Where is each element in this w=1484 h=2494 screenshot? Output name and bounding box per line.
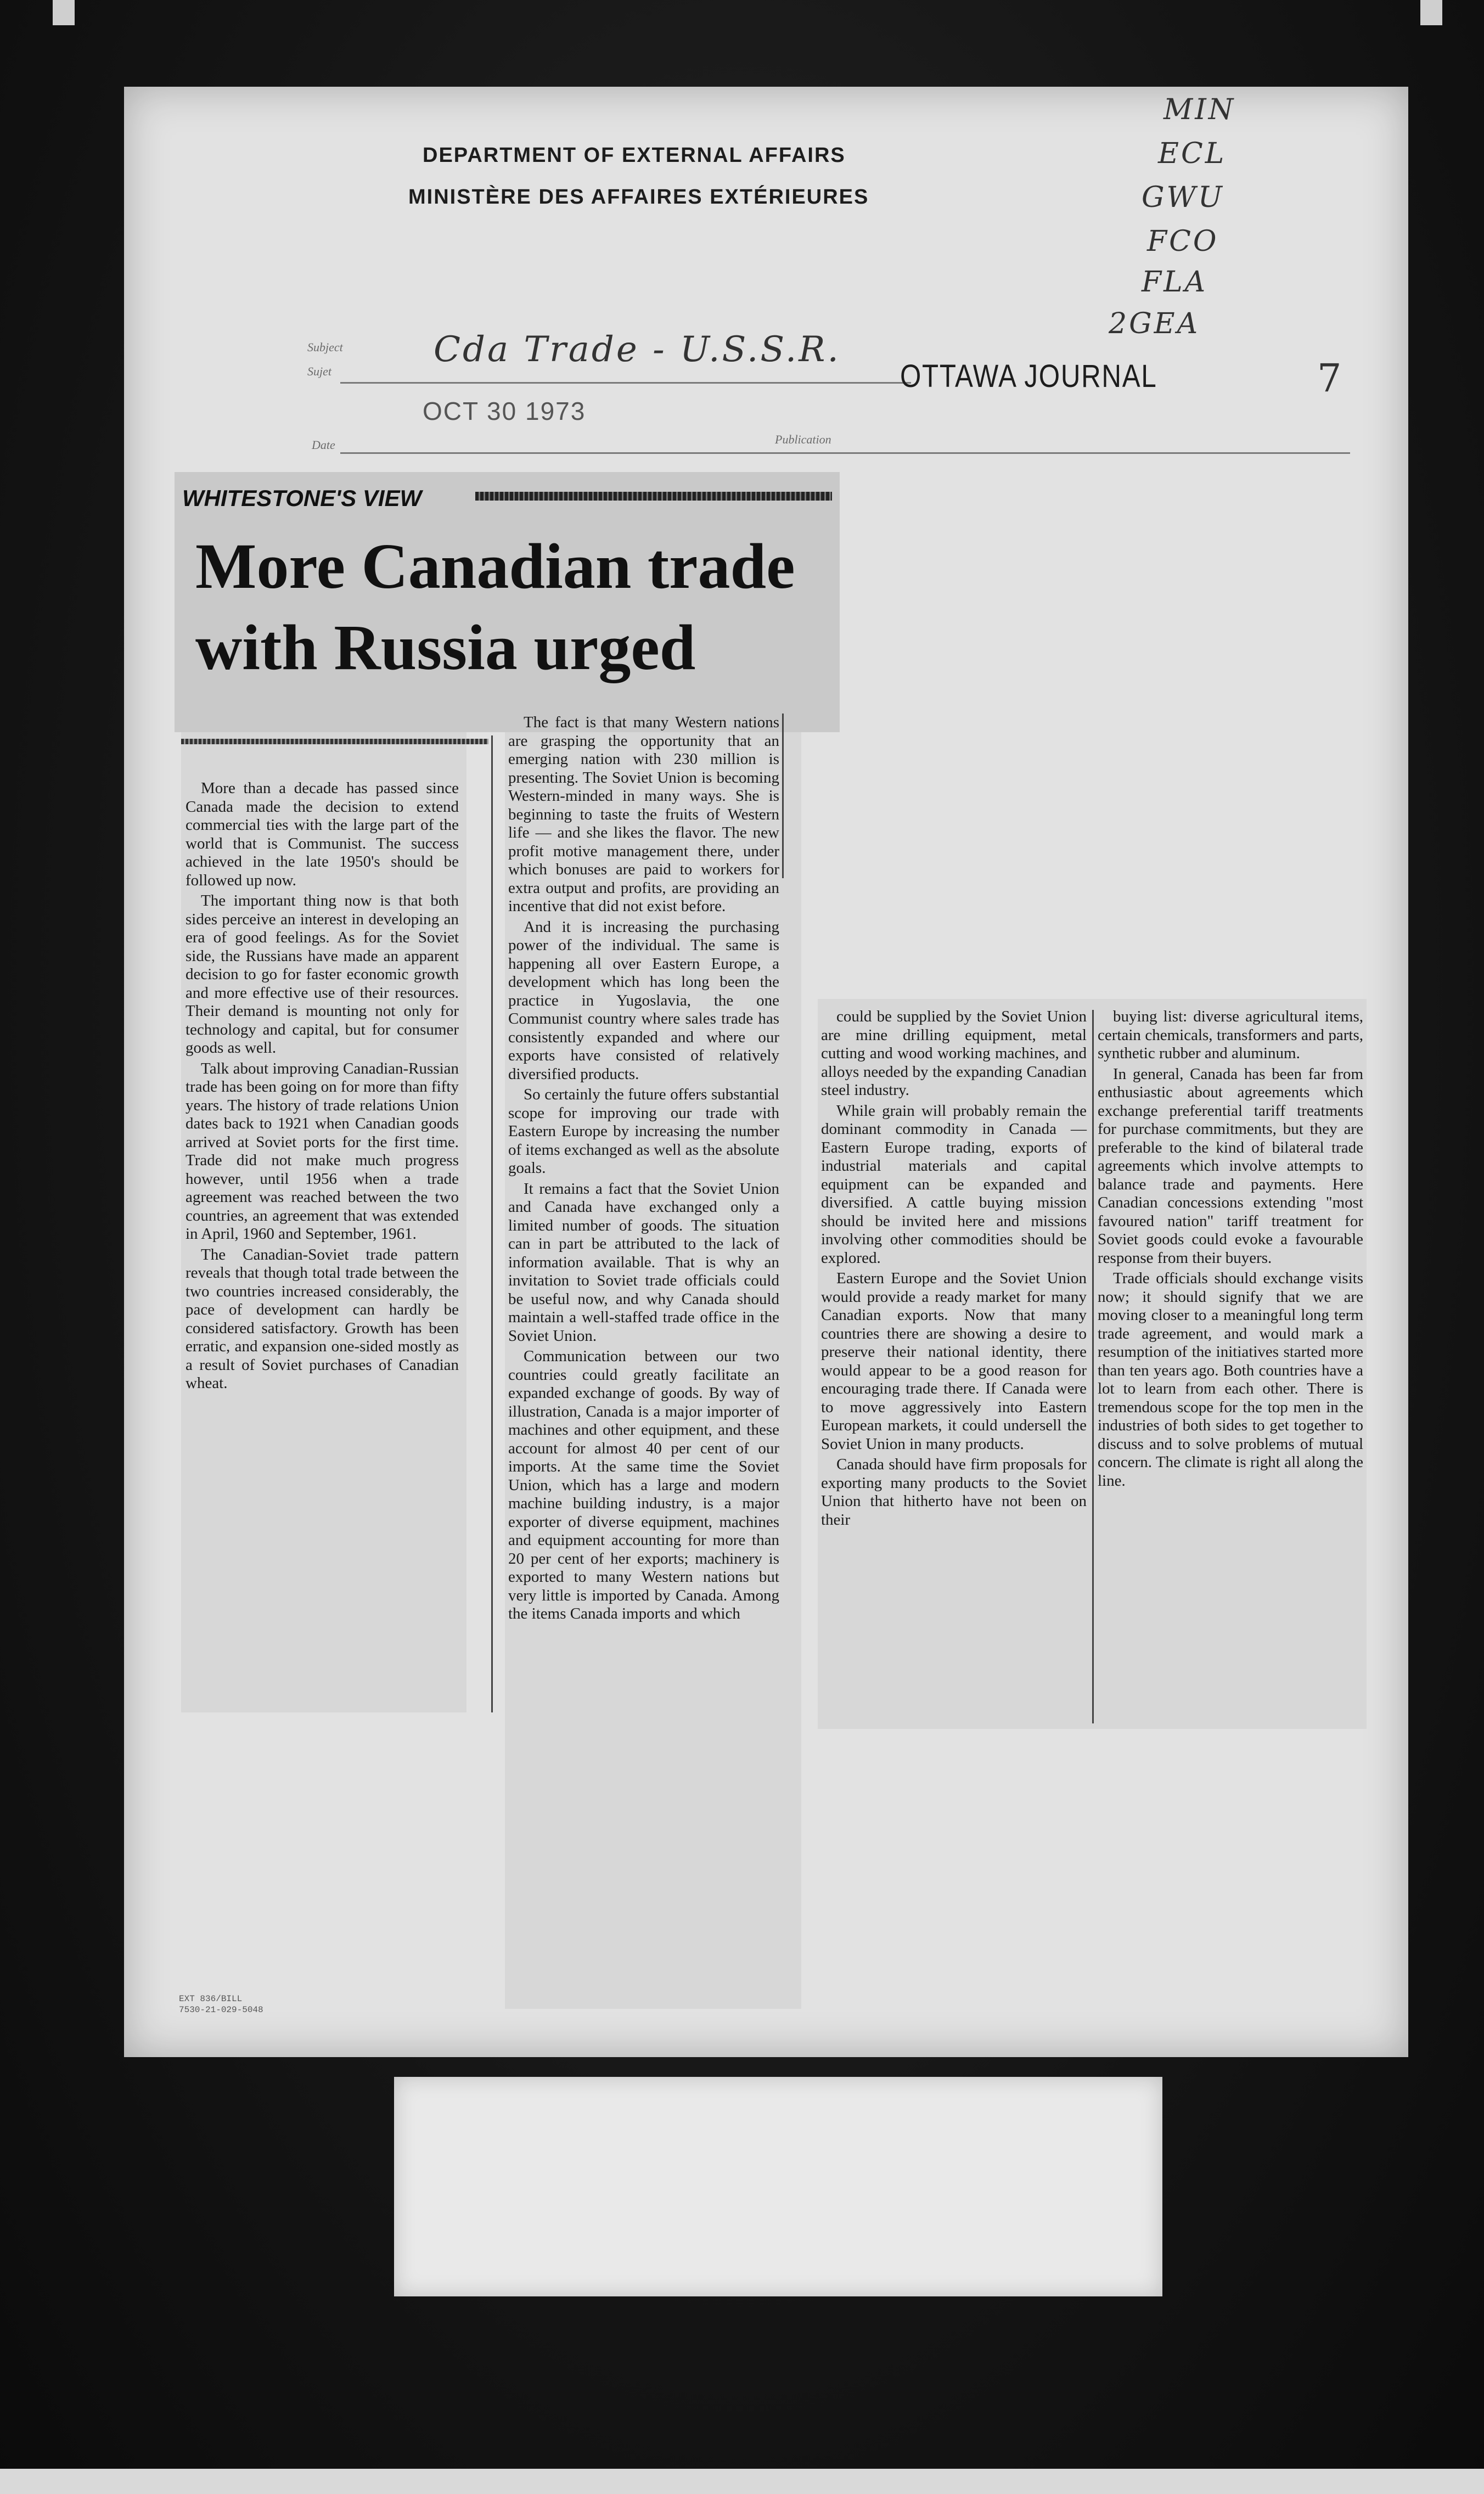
paragraph: Trade officials should exchange visits now; it should signify that we are moving closer to a meaningful long term trade agreement, and would mark a resumption of the initiatives started more than ten years ago. Both countries have a lot to learn from each other. There is tremendous scope for the top men in the industries of both sides to get together to discuss and to solve problems of mutual concern. The climate is right all along the line.	[1098, 1270, 1363, 1490]
date-rule	[340, 452, 1350, 454]
paragraph: So certainly the future offers substantial scope for improving our trade with Eastern Europe by increasing the number of items exchanged as well as the absolute goals.	[508, 1086, 779, 1177]
paragraph: Eastern Europe and the Soviet Union would provide a ready market for many Canadian exports. Now that many countries there are showing a desire to preserve their national identity, there would appear to be a good reason for encouraging trade there. If Canada were to move aggressively into Eastern European markets, it could undersell the Soviet Union in many products.	[821, 1270, 1087, 1453]
date-label: Date	[312, 438, 335, 452]
paragraph: In general, Canada has been far from enthusiastic about agreements which exchange preferential tariff treatments for purchase commitments, but they are preferable to the kind of bilateral trade agreements which involve attempts to balance trade and payments. Here Canadian concessions extending "most favoured nation" tariff treatment for Soviet goods could evoke a favourable response from their buyers.	[1098, 1065, 1363, 1267]
form-code	[179, 1993, 263, 2015]
department-name-en: DEPARTMENT OF EXTERNAL AFFAIRS	[423, 144, 846, 167]
column-divider	[782, 714, 784, 878]
distribution-note: MIN	[1163, 93, 1236, 126]
subject-rule	[340, 382, 911, 384]
form-code-line: EXT 836/BILL	[179, 1994, 243, 2004]
article-headline: More Canadian trade with Russia urged	[195, 530, 795, 683]
paragraph: Communication between our two countries could greatly facilitate an expanded exchange of goods. By way of illustration, Canada is a major importer of machines and other equipment, and these account for almost 40 per cent of our imports. At the same time the Soviet Union, which has a large and modern machine building industry, is a major exporter of diverse equipment, machines and equipment accounting for more than 20 per cent of her exports; machinery is exported to many Western nations but very little is imported by Canada. Among the items Canada imports and which	[508, 1347, 779, 1622]
article-kicker: WHITESTONE'S VIEW	[182, 485, 422, 511]
paragraph: And it is increasing the purchasing power of the individual. The same is happening all over Eastern Europe, a development which has long been the practice in Yugoslavia, the one Communist country where sales trade has consistently expanded and where our exports have consisted of relatively diversified products.	[508, 918, 779, 1083]
kicker-rule	[475, 492, 832, 501]
publication-name: OTTAWA JOURNAL	[900, 358, 1157, 394]
film-edge-strip	[0, 2469, 1484, 2494]
distribution-note: FCO	[1147, 225, 1219, 258]
article-column-1	[186, 779, 459, 1395]
paragraph: Canada should have firm proposals for exporting many products to the Soviet Union that hitherto have not been on their	[821, 1456, 1087, 1529]
distribution-note: ECL	[1158, 137, 1227, 170]
paragraph: The important thing now is that both sides perceive an interest in developing an era of good feelings. As for the Soviet side, the Russians have made an apparent decision to go for faster economic growth and more effective use of their resources. Their demand is mounting not only for technology and capital, but for consumer goods as well.	[186, 892, 459, 1057]
publication-label: Publication	[775, 432, 831, 446]
page-number: 7	[1317, 356, 1342, 401]
date-stamp: OCT 30 1973	[423, 397, 586, 425]
paragraph: buying list: diverse agricultural items, certain chemicals, transformers and parts, synthetic rubber and aluminum.	[1098, 1008, 1363, 1062]
paragraph: The Canadian-Soviet trade pattern reveals that though total trade between the two countries increased considerably, the pace of development can hardly be considered satisfactory. Growth has been erratic, and expansion one-sided mostly as a result of Soviet purchases of Canadian wheat.	[186, 1245, 459, 1392]
column-top-rule	[181, 739, 488, 744]
paragraph: It remains a fact that the Soviet Union and Canada have exchanged only a limited number of goods. The situation can in part be attributed to the lack of information available. That is why an invitation to Soviet trade officials could be useful now, and why Canada should maintain a well-staffed trade office in the Soviet Union.	[508, 1179, 779, 1345]
subject-label-en: Subject	[307, 340, 343, 354]
article-column-3	[821, 1008, 1087, 1531]
film-perforation	[53, 0, 75, 25]
subject-label-fr: Sujet	[307, 364, 331, 378]
column-divider	[491, 735, 493, 1712]
blank-card	[394, 2077, 1162, 2296]
column-divider	[1092, 1010, 1094, 1723]
distribution-note: FLA	[1142, 266, 1208, 299]
subject-handwritten: Cda Trade - U.S.S.R.	[434, 329, 841, 370]
article-column-4	[1098, 1008, 1363, 1492]
paragraph: While grain will probably remain the dominant commodity in Canada — Eastern Europe trading, exports of industrial materials and capital equipment can be expanded and diversified. A cattle buying mission should be invited here and missions involving other commodities should be explored.	[821, 1102, 1087, 1267]
paragraph: The fact is that many Western nations are grasping the opportunity that an emerging nation with 230 million is presenting. The Soviet Union is becoming Western-minded in many ways. She is beginning to taste the fruits of Western life — and she likes the flavor. The new profit motive management there, under which bonuses are paid to workers for extra output and profits, are providing an incentive that did not exist before.	[508, 714, 779, 915]
paragraph: could be supplied by the Soviet Union are mine drilling equipment, metal cutting and wood working machines, and alloys needed by the expanding Canadian steel industry.	[821, 1008, 1087, 1099]
form-code-line: 7530-21-029-5048	[179, 2005, 263, 2015]
paragraph: More than a decade has passed since Canada made the decision to extend commercial ties with the large part of the world that is Communist. The success achieved in the late 1950's should be followed up now.	[186, 779, 459, 889]
department-name-fr: MINISTÈRE DES AFFAIRES EXTÉRIEURES	[408, 186, 869, 209]
distribution-note: 2GEA	[1109, 307, 1200, 340]
paragraph: Talk about improving Canadian-Russian trade has been going on for more than fifty years. The history of trade relations Union dates back to 1921 when Canadian goods arrived at Soviet ports for the first time. Trade did not make much progress however, until 1956 when a trade agreement was reached between the two countries, an agreement that was extended in April, 1960 and September, 1961.	[186, 1059, 459, 1243]
film-perforation	[1420, 0, 1442, 25]
distribution-note: GWU	[1142, 181, 1224, 214]
article-column-2	[508, 714, 779, 1626]
